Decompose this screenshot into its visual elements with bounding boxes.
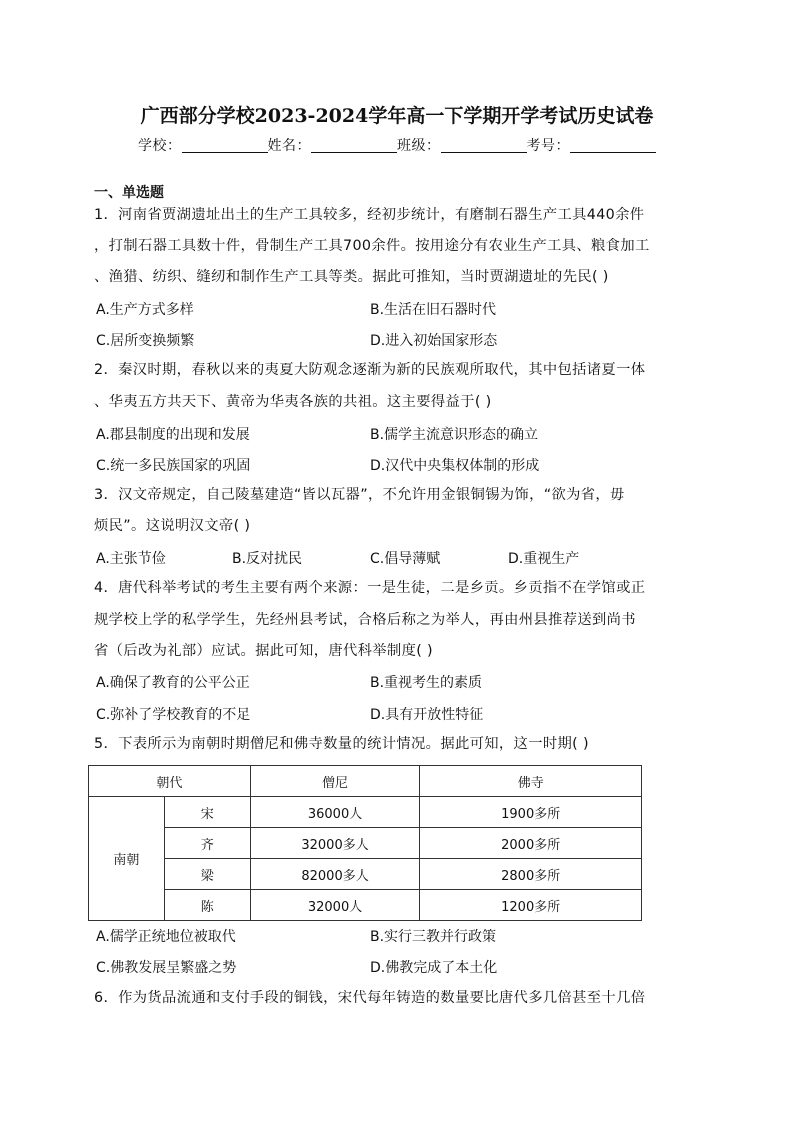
q4-option-b[interactable]: B.重视考生的素质 [370,675,483,691]
table-header-cell: 僧尼 [250,766,420,797]
q2-line-2: 、华夷五方共天下、黄帝为华夷各族的共祖。这主要得益于( ) [94,394,492,410]
q5-option-b[interactable]: B.实行三教并行政策 [370,929,497,945]
exam-title: 广西部分学校2023-2024学年高一下学期开学考试历史试卷 [140,105,654,127]
q2-option-a[interactable]: A.郡县制度的出现和发展 [96,427,250,443]
q5-option-c[interactable]: C.佛教发展呈繁盛之势 [96,960,237,976]
q1-option-a[interactable]: A.生产方式多样 [96,302,194,318]
name-blank[interactable] [311,138,397,153]
q2-option-b[interactable]: B.儒学主流意识形态的确立 [370,427,539,443]
number-label: 考号： [526,138,570,154]
q2-option-d[interactable]: D.汉代中央集权体制的形成 [370,458,540,474]
table-header-row [89,766,642,797]
q4-line-3: 省（后改为礼部）应试。据此可知，唐代科举制度( ) [94,643,433,659]
student-info-line [0,135,794,155]
table-cell: 陈 [164,890,250,921]
q6-line-1: 6．作为货品流通和支付手段的铜钱，宋代每年铸造的数量要比唐代多几倍甚至十几倍 [94,990,646,1006]
table-cell: 36000人 [250,797,420,828]
table-row [89,797,642,828]
q1-option-d[interactable]: D.进入初始国家形态 [370,333,498,349]
table-cell: 2000多所 [420,828,642,859]
q4-option-c[interactable]: C.弥补了学校教育的不足 [96,707,251,723]
q3-line-1: 3．汉文帝规定，自己陵墓建造“皆以瓦器”，不允许用金银铜锡为饰，“欲为省，毋 [94,487,625,503]
table-cell: 32000多人 [250,828,420,859]
table-row [89,859,642,890]
table-header-cell: 佛寺 [420,766,642,797]
table-cell: 82000多人 [250,859,420,890]
class-label: 班级： [397,138,441,154]
q4-line-1: 4．唐代科举考试的考生主要有两个来源：一是生徒，二是乡贡。乡贡指不在学馆或正 [94,580,646,596]
class-blank[interactable] [441,138,527,153]
table-cell: 齐 [164,828,250,859]
q4-option-d[interactable]: D.具有开放性特征 [370,707,484,723]
table-cell: 1200多所 [420,890,642,921]
name-label: 姓名： [267,138,311,154]
q4-option-a[interactable]: A.确保了教育的公平公正 [96,675,250,691]
table-row [89,828,642,859]
q1-line-3: 、渔猎、纺织、缝纫和制作生产工具等类。据此可推知，当时贾湖遗址的先民( ) [94,269,609,285]
q4-line-2: 规学校上学的私学学生，先经州县考试，合格后称之为举人，再由州县推荐送到尚书 [94,612,636,628]
q3-line-2: 烦民”。这说明汉文帝( ) [94,518,251,534]
q3-option-c[interactable]: C.倡导薄赋 [370,551,441,567]
table-cell: 宋 [164,797,250,828]
school-label: 学校： [138,138,182,154]
number-blank[interactable] [570,138,656,153]
q1-line-2: ，打制石器工具数十件，骨制生产工具700余件。按用途分有农业生产工具、粮食加工 [94,238,650,254]
q3-option-b[interactable]: B.反对扰民 [232,551,303,567]
table-cell: 梁 [164,859,250,890]
q1-option-b[interactable]: B.生活在旧石器时代 [370,302,497,318]
q3-option-a[interactable]: A.主张节俭 [96,551,166,567]
table-group-cell: 南朝 [89,797,165,921]
q1-option-c[interactable]: C.居所变换频繁 [96,333,195,349]
q3-option-d[interactable]: D.重视生产 [508,551,580,567]
q2-option-c[interactable]: C.统一多民族国家的巩固 [96,458,251,474]
q2-line-1: 2．秦汉时期，春秋以来的夷夏大防观念逐渐为新的民族观所取代，其中包括诸夏一体 [94,362,646,378]
section-heading: 一、单选题 [94,185,164,201]
table-row [89,890,642,921]
table-cell: 1900多所 [420,797,642,828]
school-blank[interactable] [182,138,268,153]
q5-line-1: 5．下表所示为南朝时期僧尼和佛寺数量的统计情况。据此可知，这一时期( ) [94,736,589,752]
monk-temple-table [88,765,642,921]
q5-option-d[interactable]: D.佛教完成了本土化 [370,960,498,976]
table-header-cell: 朝代 [89,766,251,797]
table-cell: 32000人 [250,890,420,921]
q5-option-a[interactable]: A.儒学正统地位被取代 [96,929,236,945]
q1-line-1: 1．河南省贾湖遗址出土的生产工具较多，经初步统计，有磨制石器生产工具440余件 [94,207,645,223]
table-cell: 2800多所 [420,859,642,890]
